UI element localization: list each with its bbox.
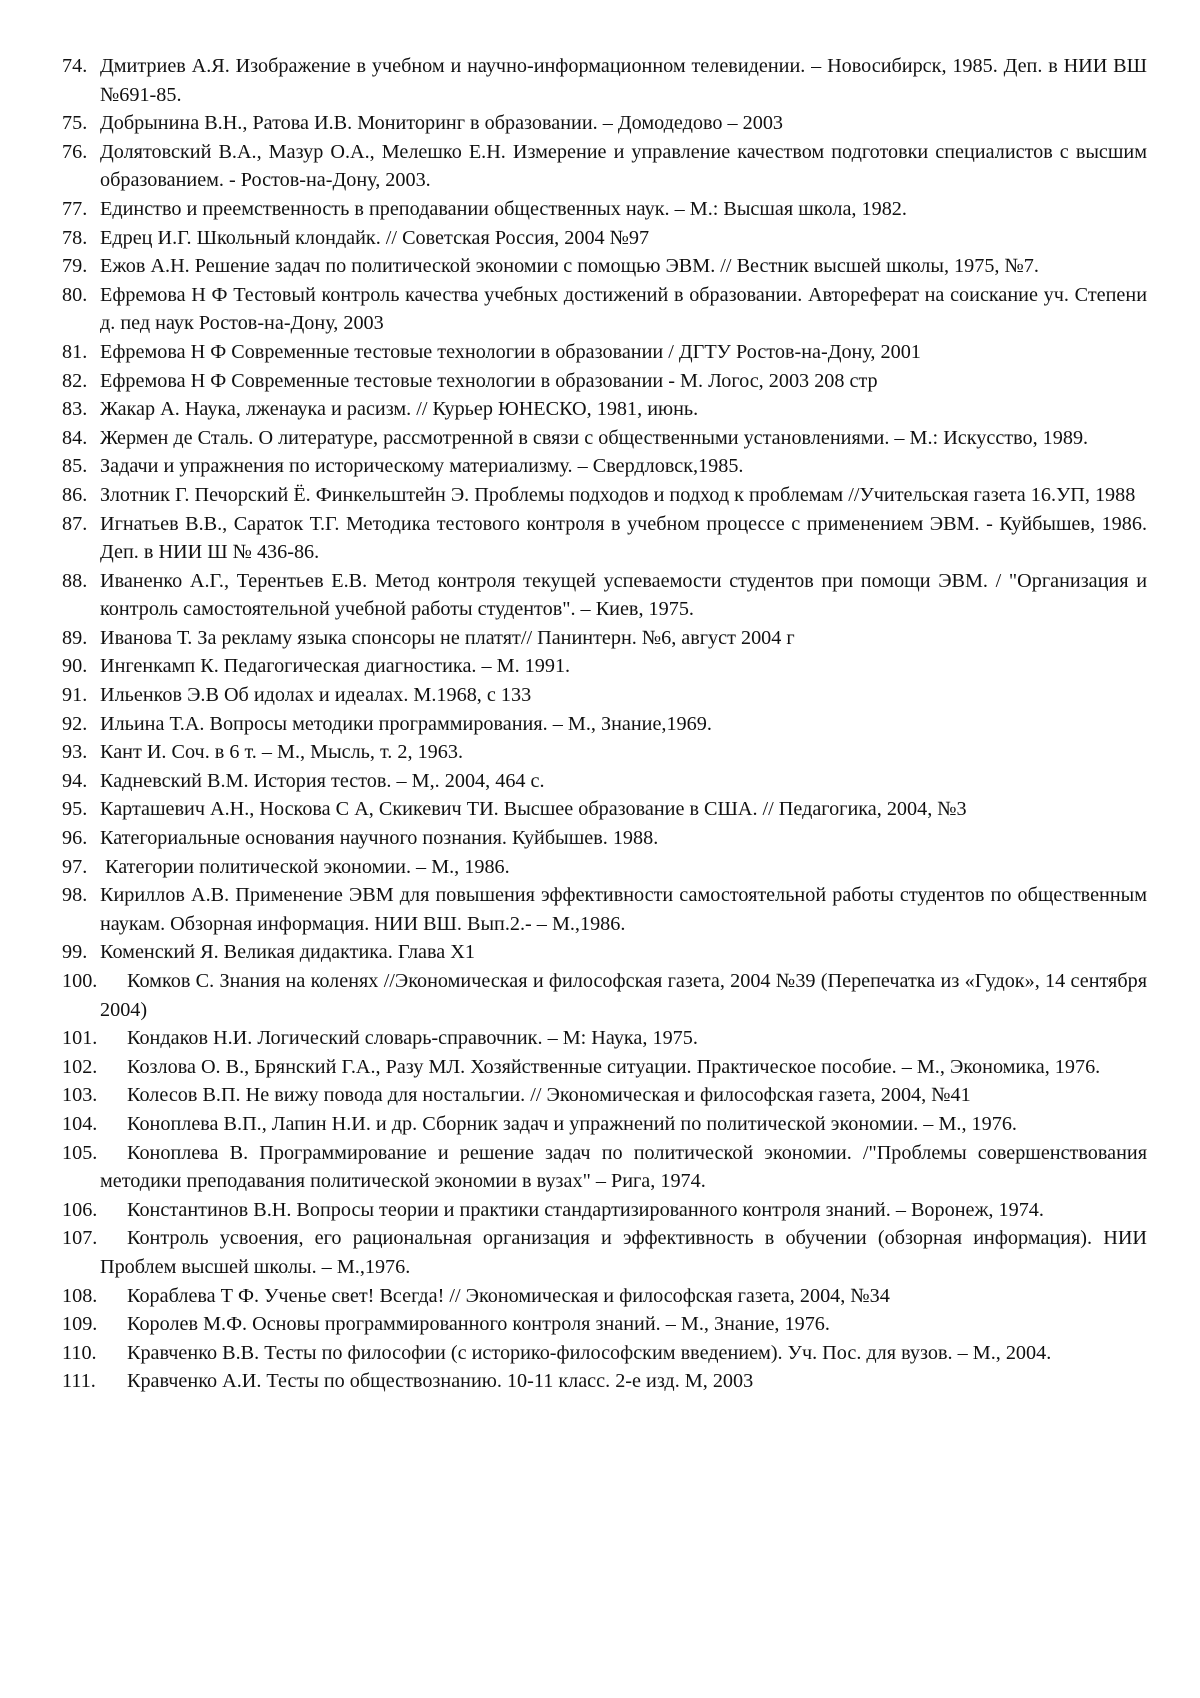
entry-text: Ильенков Э.В Об идолах и идеалах. М.1968, с 133 bbox=[100, 684, 532, 707]
entry-text: Категориальные основания научного познания. Куйбышев. 1988. bbox=[100, 827, 659, 850]
entry-text: Ежов А.Н. Решение задач по политической экономии с помощью ЭВМ. // Вестник высшей школы, 1975, №7. bbox=[100, 255, 1039, 278]
bibliography-entry bbox=[62, 938, 1147, 967]
entry-text: Кравченко А.И. Тесты по обществознанию. 10-11 класс. 2-е изд. М, 2003 bbox=[127, 1370, 754, 1393]
entry-number: 97. bbox=[62, 855, 88, 878]
entry-number: 90. bbox=[62, 655, 88, 678]
bibliography-entry bbox=[62, 1367, 1147, 1396]
entry-number: 111. bbox=[62, 1370, 96, 1393]
entry-number: 85. bbox=[62, 455, 88, 478]
bibliography-entry bbox=[62, 52, 1147, 109]
bibliography-entry bbox=[62, 109, 1147, 138]
bibliography-entry bbox=[62, 1053, 1147, 1082]
bibliography-entry bbox=[62, 881, 1147, 938]
bibliography-entry bbox=[62, 824, 1147, 853]
bibliography-entry bbox=[62, 1196, 1147, 1225]
entry-number: 76. bbox=[62, 140, 88, 163]
entry-text: Ефремова Н Ф Современные тестовые технологии в образовании - М. Логос, 2003 208 стр bbox=[100, 369, 878, 392]
entry-text: Иванова Т. За рекламу языка спонсоры не платят// Панинтерн. №6, август 2004 г bbox=[100, 626, 795, 649]
entry-number: 88. bbox=[62, 569, 88, 592]
entry-text: Карташевич А.Н., Носкова С А, Скикевич ТИ. Высшее образование в США. // Педагогика, 2004, №3 bbox=[100, 798, 967, 821]
entry-number: 75. bbox=[62, 112, 88, 135]
entry-number: 109. bbox=[62, 1313, 98, 1336]
bibliography-entry bbox=[62, 710, 1147, 739]
entry-number: 80. bbox=[62, 283, 88, 306]
entry-number: 101. bbox=[62, 1027, 98, 1050]
entry-text: Кравченко В.В. Тесты по философии (с историко-философским введением). Уч. Пос. для вузов. – М., 2004. bbox=[127, 1341, 1052, 1364]
bibliography-entry bbox=[62, 224, 1147, 253]
bibliography-entry bbox=[62, 424, 1147, 453]
bibliography-entry bbox=[62, 338, 1147, 367]
bibliography-entry bbox=[62, 967, 1147, 1024]
entry-text: Константинов В.Н. Вопросы теории и практики стандартизированного контроля знаний. – Воронеж, 1974. bbox=[127, 1198, 1044, 1221]
entry-text: Козлова О. В., Брянский Г.А., Разу МЛ. Хозяйственные ситуации. Практическое пособие. – М., Экономика, 1976. bbox=[127, 1055, 1101, 1078]
entry-number: 103. bbox=[62, 1084, 98, 1107]
entry-number: 98. bbox=[62, 884, 88, 907]
entry-text: Жакар А. Наука, лженаука и расизм. // Курьер ЮНЕСКО, 1981, июнь. bbox=[100, 398, 699, 421]
entry-number: 77. bbox=[62, 197, 88, 220]
entry-number: 81. bbox=[62, 340, 88, 363]
entry-text: Добрынина В.Н., Ратова И.В. Мониторинг в образовании. – Домодедово – 2003 bbox=[100, 112, 784, 135]
bibliography-entry bbox=[62, 1224, 1147, 1281]
bibliography-entry bbox=[62, 1110, 1147, 1139]
entry-text: Ингенкамп К. Педагогическая диагностика. – М. 1991. bbox=[100, 655, 571, 678]
entry-text: Коноплева В. Программирование и решение задач по политической экономии. /"Проблемы совершенствования методики преподавания политической экономии в вузах" – Рига, 1974. bbox=[100, 1141, 1147, 1193]
entry-number: 91. bbox=[62, 684, 88, 707]
entry-text: Кондаков Н.И. Логический словарь-справочник. – М: Наука, 1975. bbox=[127, 1027, 698, 1050]
bibliography-entry bbox=[62, 567, 1147, 624]
entry-number: 106. bbox=[62, 1198, 98, 1221]
bibliography-entry bbox=[62, 1024, 1147, 1053]
entry-text: Задачи и упражнения по историческому материализму. – Свердловск,1985. bbox=[100, 455, 744, 478]
entry-number: 84. bbox=[62, 426, 88, 449]
entry-number: 86. bbox=[62, 483, 88, 506]
entry-text: Королев М.Ф. Основы программированного контроля знаний. – М., Знание, 1976. bbox=[127, 1313, 830, 1336]
entry-number: 87. bbox=[62, 512, 88, 535]
bibliography-entry bbox=[62, 281, 1147, 338]
entry-text: Ильина Т.А. Вопросы методики программирования. – М., Знание,1969. bbox=[100, 712, 712, 735]
entry-number: 96. bbox=[62, 827, 88, 850]
entry-text: Злотник Г. Печорский Ё. Финкельштейн Э. Проблемы подходов и подход к проблемам //Учительская газета 16.УП, 1988 bbox=[100, 483, 1136, 506]
entry-text: Кадневский В.М. История тестов. – М,. 2004, 464 с. bbox=[100, 769, 545, 792]
bibliography-entry bbox=[62, 452, 1147, 481]
entry-number: 93. bbox=[62, 741, 88, 764]
entry-text: Колесов В.П. Не вижу повода для ностальгии. // Экономическая и философская газета, 2004, №41 bbox=[127, 1084, 971, 1107]
entry-text: Единство и преемственность в преподавании общественных наук. – М.: Высшая школа, 1982. bbox=[100, 197, 907, 220]
bibliography-entry bbox=[62, 853, 1147, 882]
entry-text: Кириллов А.В. Применение ЭВМ для повышения эффективности самостоятельной работы студентов по общественным наукам. Обзорная информация. НИИ ВШ. Вып.2.- – М.,1986. bbox=[100, 884, 1147, 935]
entry-text: Долятовский В.А., Мазур О.А., Мелешко Е.Н. Измерение и управление качеством подготовки специалистов с высшим образованием. - Ростов-на-Дону, 2003. bbox=[100, 140, 1147, 192]
entry-text: Коноплева В.П., Лапин Н.И. и др. Сборник задач и упражнений по политической экономии. – М., 1976. bbox=[127, 1112, 1017, 1135]
bibliography-entry bbox=[62, 738, 1147, 767]
entry-text: Ефремова Н Ф Современные тестовые технологии в образовании / ДГТУ Ростов-на-Дону, 2001 bbox=[100, 340, 921, 363]
bibliography-entry bbox=[62, 652, 1147, 681]
entry-number: 82. bbox=[62, 369, 88, 392]
bibliography-entry bbox=[62, 1282, 1147, 1311]
bibliography-entry bbox=[62, 367, 1147, 396]
entry-text: Дмитриев А.Я. Изображение в учебном и научно-информационном телевидении. – Новосибирск, 1985. Деп. в НИИ ВШ №691-85. bbox=[100, 55, 1147, 106]
bibliography-entry bbox=[62, 395, 1147, 424]
entry-text: Кораблева Т Ф. Ученье свет! Всегда! // Экономическая и философская газета, 2004, №34 bbox=[127, 1284, 890, 1307]
entry-number: 107. bbox=[62, 1227, 98, 1250]
entry-number: 83. bbox=[62, 398, 88, 421]
entry-number: 108. bbox=[62, 1284, 98, 1307]
entry-number: 104. bbox=[62, 1112, 98, 1135]
bibliography-entry bbox=[62, 1310, 1147, 1339]
entry-number: 94. bbox=[62, 769, 88, 792]
bibliography-entry bbox=[62, 1139, 1147, 1196]
entry-number: 99. bbox=[62, 941, 88, 964]
entry-number: 105. bbox=[62, 1141, 98, 1164]
entry-text: Жермен де Сталь. О литературе, рассмотренной в связи с общественными установлениями. – М.: Искусство, 1989. bbox=[100, 426, 1089, 449]
entry-text: Иваненко А.Г., Терентьев Е.В. Метод контроля текущей успеваемости студентов при помощи ЭВМ. / "Организация и контроль самостоятельной учебной работы студентов". – Киев, 1975. bbox=[100, 569, 1147, 621]
bibliography-entry bbox=[62, 795, 1147, 824]
entry-text: Коменский Я. Великая дидактика. Глава Х1 bbox=[100, 941, 475, 964]
entry-number: 95. bbox=[62, 798, 88, 821]
entry-number: 102. bbox=[62, 1055, 98, 1078]
entry-number: 89. bbox=[62, 626, 88, 649]
bibliography-entry bbox=[62, 252, 1147, 281]
entry-text: Едрец И.Г. Школьный клондайк. // Советская Россия, 2004 №97 bbox=[100, 226, 650, 249]
entry-number: 74. bbox=[62, 55, 88, 77]
bibliography-entry bbox=[62, 767, 1147, 796]
bibliography-entry bbox=[62, 481, 1147, 510]
entry-text: Игнатьев В.В., Сараток Т.Г. Методика тестового контроля в учебном процессе с применением ЭВМ. - Куйбышев, 1986. Деп. в НИИ Ш № 436-86. bbox=[100, 512, 1147, 564]
bibliography-entry bbox=[62, 1081, 1147, 1110]
entry-number: 110. bbox=[62, 1341, 97, 1364]
entry-text: Категории политической экономии. – М., 1986. bbox=[100, 855, 510, 878]
entry-text: Ефремова Н Ф Тестовый контроль качества учебных достижений в образовании. Автореферат на соискание уч. Степени д. пед наук Ростов-на-Дону, 2003 bbox=[100, 283, 1147, 335]
bibliography-entry bbox=[62, 138, 1147, 195]
entry-number: 78. bbox=[62, 226, 88, 249]
bibliography-entry bbox=[62, 1339, 1147, 1368]
entry-number: 100. bbox=[62, 970, 98, 992]
bibliography-entry bbox=[62, 510, 1147, 567]
bibliography-entry bbox=[62, 681, 1147, 710]
entry-number: 79. bbox=[62, 255, 88, 278]
bibliography-entry bbox=[62, 624, 1147, 653]
bibliography-list bbox=[62, 52, 1147, 1396]
entry-text: Контроль усвоения, его рациональная организация и эффективность в обучении (обзорная информация). НИИ Проблем высшей школы. – М.,1976. bbox=[100, 1227, 1147, 1278]
bibliography-entry bbox=[62, 195, 1147, 224]
entry-text: Комков С. Знания на коленях //Экономическая и философская газета, 2004 №39 (Перепечатка из «Гудок», 14 сентября 2004) bbox=[100, 970, 1147, 1021]
entry-text: Кант И. Соч. в 6 т. – М., Мысль, т. 2, 1963. bbox=[100, 741, 463, 764]
entry-number: 92. bbox=[62, 712, 88, 735]
